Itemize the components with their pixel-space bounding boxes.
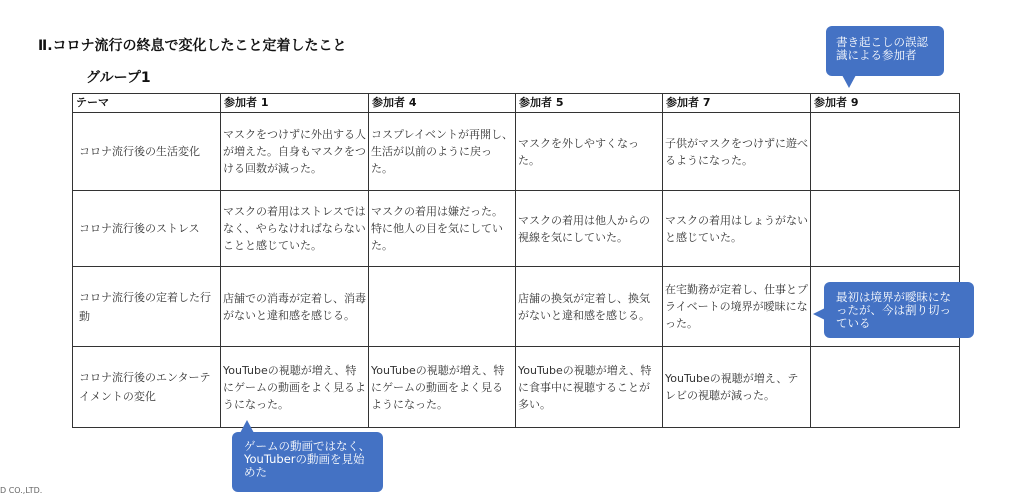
table-cell: 子供がマスクをつけずに遊べるようになった。 [663, 113, 811, 191]
footer-copyright: D CO.,LTD. [0, 486, 43, 495]
callout-text: 書き起こしの誤認識による参加者 [836, 35, 928, 62]
findings-table [72, 93, 960, 428]
table-row [73, 113, 960, 191]
table-cell [369, 267, 516, 347]
callout-text: ゲームの動画ではなく、YouTuberの動画を見始めた [244, 439, 371, 479]
callout-boundary-note [824, 282, 974, 338]
table-cell: YouTubeの視聴が増え、テレビの視聴が減った。 [663, 347, 811, 428]
table-cell: YouTubeの視聴が増え、特に食事中に視聴することが多い。 [516, 347, 663, 428]
table-cell [811, 347, 960, 428]
table-header-row [73, 94, 960, 113]
header-theme: テーマ [73, 94, 221, 113]
header-participant-7: 参加者 7 [663, 94, 811, 113]
table-row [73, 191, 960, 267]
table-cell: 店舗での消毒が定着し、消毒がないと違和感を感じる。 [221, 267, 369, 347]
callout-tail [240, 420, 254, 433]
table-row [73, 347, 960, 428]
callout-text: 最初は境界が曖昧になったが、今は割り切っている [836, 290, 951, 330]
table-cell [811, 191, 960, 267]
table-cell: マスクの着用はしょうがないと感じていた。 [663, 191, 811, 267]
table-cell: コスプレイベントが再開し、生活が以前のように戻った。 [369, 113, 516, 191]
header-participant-5: 参加者 5 [516, 94, 663, 113]
section-heading: Ⅱ.コロナ流行の終息で変化したこと定着したこと [38, 38, 347, 54]
table-cell: マスクを外しやすくなった。 [516, 113, 663, 191]
callout-tail [842, 75, 856, 88]
header-participant-1: 参加者 1 [221, 94, 369, 113]
header-participant-4: 参加者 4 [369, 94, 516, 113]
table-cell: マスクの着用はストレスではなく、やらなければならないことと感じていた。 [221, 191, 369, 267]
group-title: グループ1 [86, 70, 151, 86]
table-cell: マスクの着用は嫌だった。特に他人の目を気にしていた。 [369, 191, 516, 267]
table-cell: マスクをつけずに外出する人が増えた。自身もマスクをつける回数が減った。 [221, 113, 369, 191]
table-cell: YouTubeの視聴が増え、特にゲームの動画をよく見るようになった。 [369, 347, 516, 428]
theme-cell: コロナ流行後のストレス [73, 191, 221, 267]
table-cell: YouTubeの視聴が増え、特にゲームの動画をよく見るようになった。 [221, 347, 369, 428]
callout-tail [813, 308, 825, 320]
table-cell: 在宅勤務が定着し、仕事とプライベートの境界が曖昧になった。 [663, 267, 811, 347]
callout-youtube-note [232, 432, 383, 492]
table-cell [811, 113, 960, 191]
table-cell: マスクの着用は他人からの視線を気にしていた。 [516, 191, 663, 267]
theme-cell: コロナ流行後のエンターテイメントの変化 [73, 347, 221, 428]
table-cell: 店舗の換気が定着し、換気がないと違和感を感じる。 [516, 267, 663, 347]
theme-cell: コロナ流行後の定着した行動 [73, 267, 221, 347]
theme-cell: コロナ流行後の生活変化 [73, 113, 221, 191]
callout-participant9-note [826, 26, 944, 76]
header-participant-9: 参加者 9 [811, 94, 960, 113]
